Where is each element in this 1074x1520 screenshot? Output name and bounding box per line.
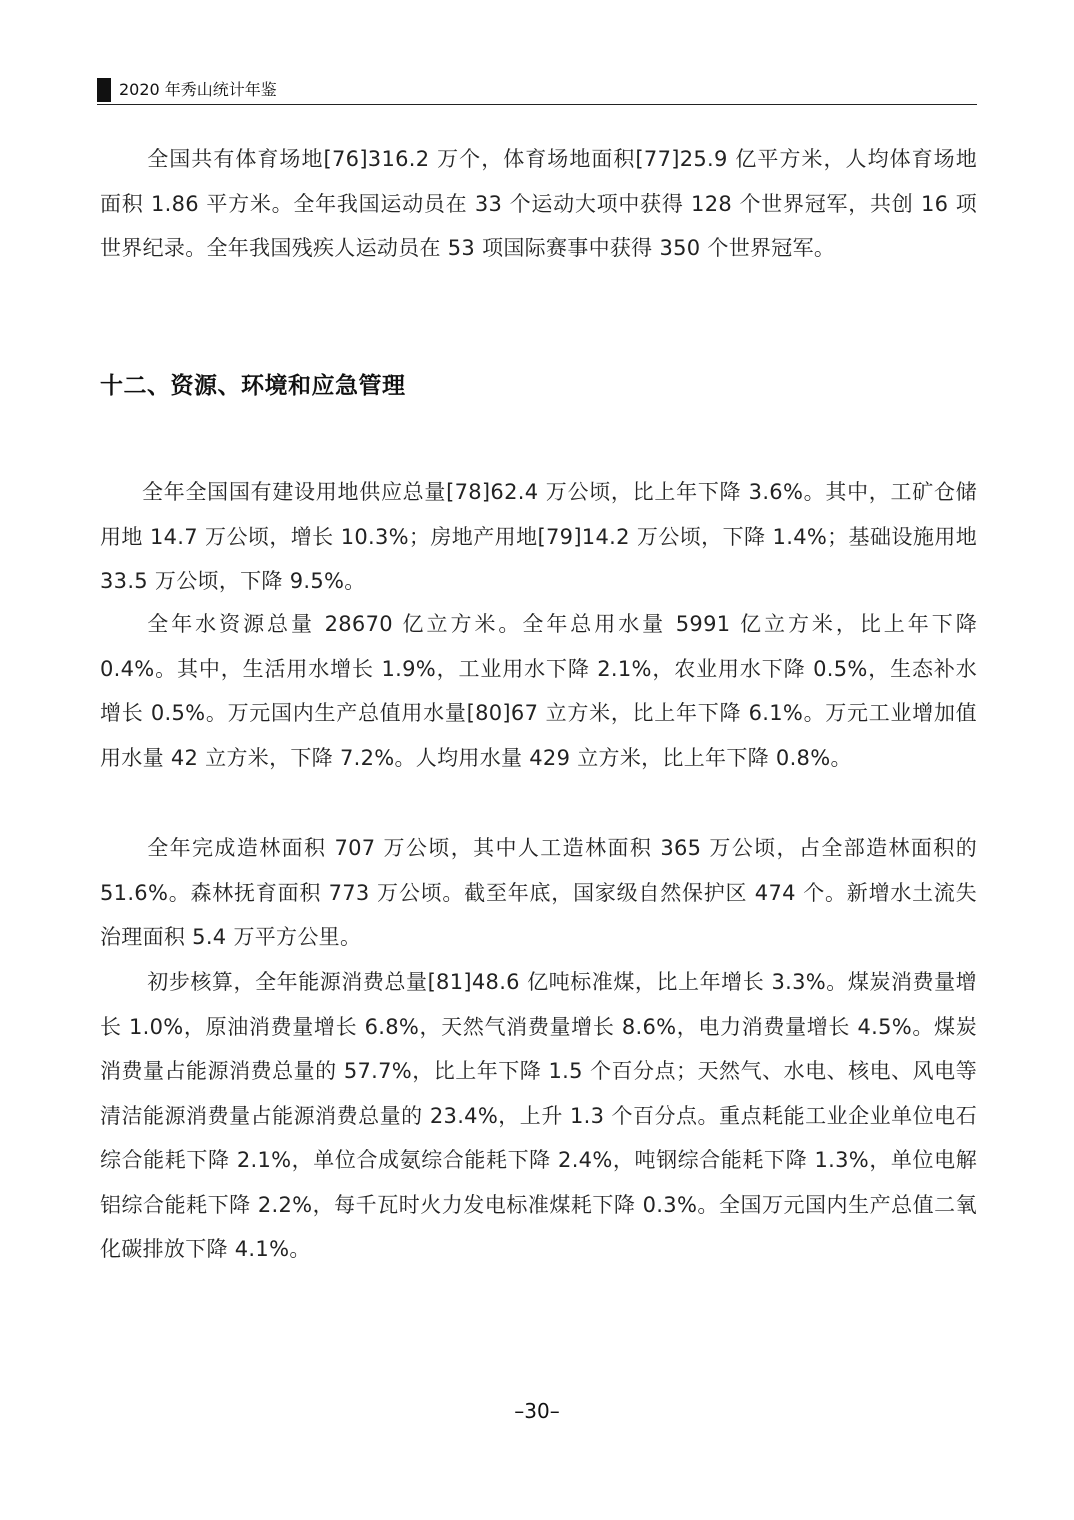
paragraph-sports: 全国共有体育场地[76]316.2 万个，体育场地面积[77]25.9 亿平方米，人均体育场地面积 1.86 平方米。全年我国运动员在 33 个运动大项中获得 128 个世界冠军，共创 16 项世界纪录。全年我国残疾人运动员在 53 项国际赛事中获得 350 个世界冠军。 <box>100 147 977 260</box>
page-number: –30– <box>514 1399 560 1423</box>
paragraph-forest: 全年完成造林面积 707 万公顷，其中人工造林面积 365 万公顷，占全部造林面积的 51.6%。森林抚育面积 773 万公顷。截至年底，国家级自然保护区 474 个。新增水土流失治理面积 5.4 万平方公里。 <box>100 836 977 949</box>
header-title: 2020 年秀山统计年鉴 <box>119 80 277 99</box>
paragraph-water: 全年水资源总量 28670 亿立方米。全年总用水量 5991 亿立方米，比上年下降 0.4%。其中，生活用水增长 1.9%，工业用水下降 2.1%，农业用水下降 0.5%，生态补水增长 0.5%。万元国内生产总值用水量[80]67 立方米，比上年下降 6.1%。万元工业增加值用水量 42 立方米，下降 7.2%。人均用水量 429 立方米，比上年下降 0.8%。 <box>100 612 977 770</box>
section-heading: 十二、资源、环境和应急管理 <box>100 373 406 399</box>
header-block-marker <box>97 78 111 102</box>
running-header <box>97 76 977 105</box>
paragraph-energy: 初步核算，全年能源消费总量[81]48.6 亿吨标准煤，比上年增长 3.3%。煤炭消费量增长 1.0%，原油消费量增长 6.8%，天然气消费量增长 8.6%，电力消费量增长 4.5%。煤炭消费量占能源消费总量的 57.7%，比上年下降 1.5 个百分点；天然气、水电、核电、风电等清洁能源消费量占能源消费总量的 23.4%，上升 1.3 个百分点。重点耗能工业企业单位电石综合能耗下降 2.1%，单位合成氨综合能耗下降 2.4%，吨钢综合能耗下降 1.3%，单位电解铝综合能耗下降 2.2%，每千瓦时火力发电标准煤耗下降 0.3%。全国万元国内生产总值二氧化碳排放下降 4.1%。 <box>100 970 977 1261</box>
paragraph-land: 全年全国国有建设用地供应总量[78]62.4 万公顷，比上年下降 3.6%。其中，工矿仓储用地 14.7 万公顷，增长 10.3%；房地产用地[79]14.2 万公顷，下降 1.4%；基础设施用地 33.5 万公顷，下降 9.5%。 <box>100 480 977 593</box>
